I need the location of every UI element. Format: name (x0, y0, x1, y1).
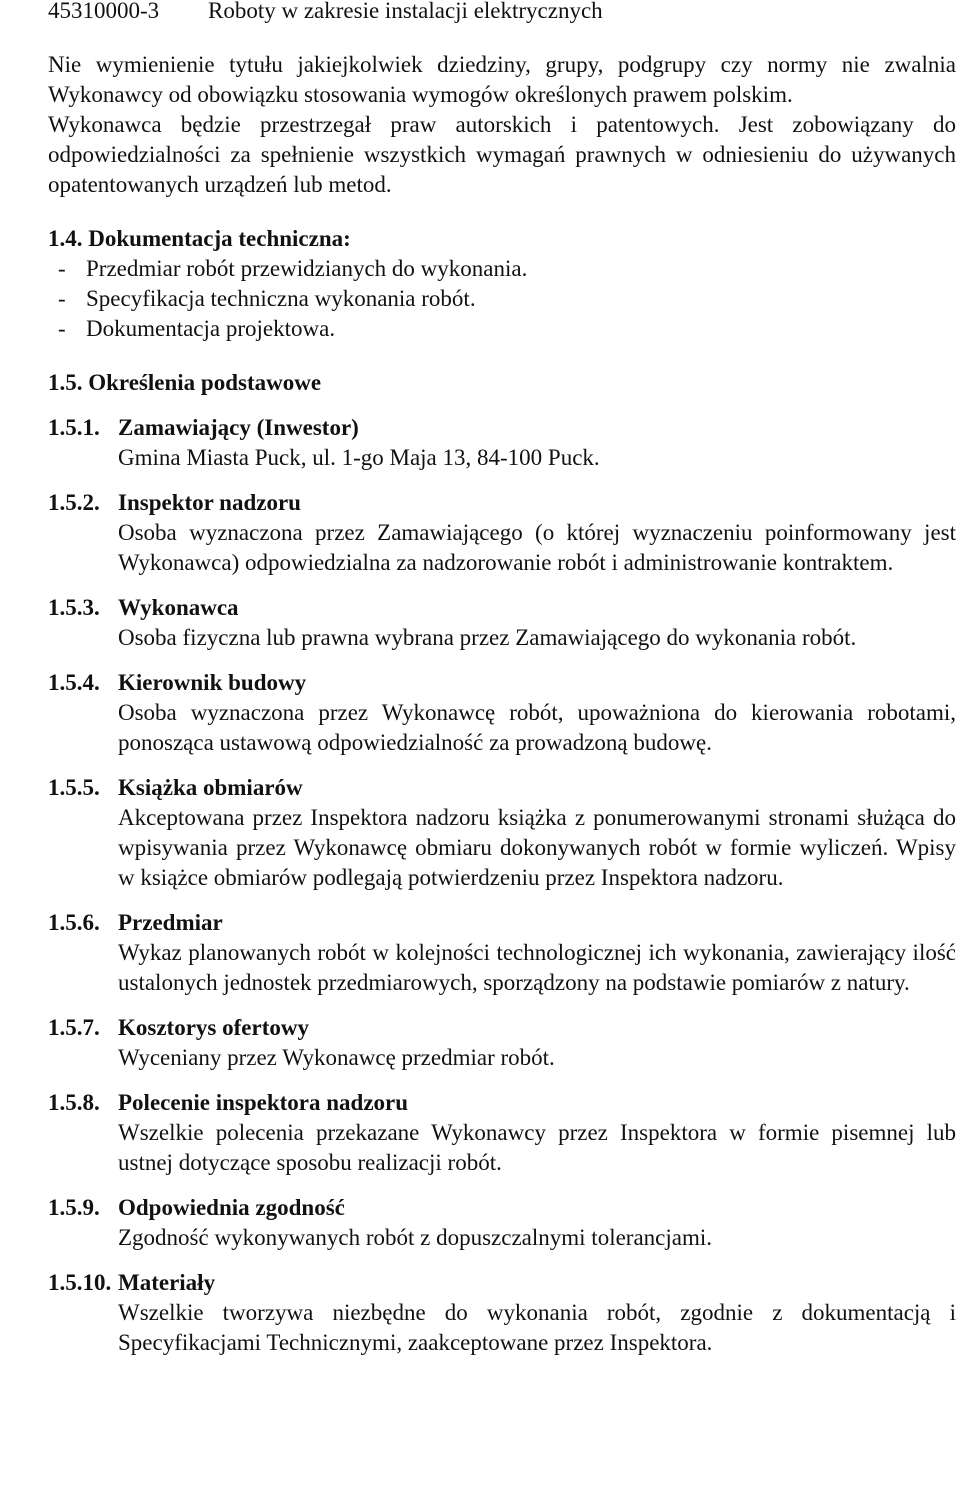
cpv-code: 45310000-3 (48, 0, 160, 23)
intro-paragraph-2: Wykonawca będzie przestrzegał praw autorskich i patentowych. Jest zobowiązany do odpowiedzialności za spełnienie wszystkich wymagań prawnych w odniesieniu do używanych opatentowanych urządzeń lub metod. (48, 112, 956, 197)
definition-1-5-8 (48, 1088, 956, 1178)
definition-text: Zgodność wykonywanych robót z dopuszczalnymi tolerancjami. (118, 1225, 713, 1250)
definition-title: Książka obmiarów (118, 775, 303, 800)
definition-title: Odpowiednia zgodność (118, 1195, 345, 1220)
definition-1-5-7 (48, 1013, 956, 1073)
definition-number: 1.5.6. (48, 910, 100, 935)
definition-number: 1.5.4. (48, 670, 100, 695)
definition-number: 1.5.9. (48, 1195, 100, 1220)
document-page (48, 0, 956, 1358)
definition-text: Wykaz planowanych robót w kolejności technologicznej ich wykonania, zawierający ilość ustalonych jednostek przedmiarowych, sporządzony na podstawie pomiarów z natury. (118, 940, 956, 995)
definition-1-5-6 (48, 908, 956, 998)
definition-text: Osoba wyznaczona przez Wykonawcę robót, upoważniona do kierowania robotami, ponosząca ustawową odpowiedzialność za prowadzoną budowę. (118, 700, 956, 755)
definition-text: Osoba wyznaczona przez Zamawiającego (o której wyznaczeniu poinformowany jest Wykonawca) odpowiedzialna za nadzorowanie robót i administrowanie kontraktem. (118, 520, 956, 575)
definition-text: Gmina Miasta Puck, ul. 1-go Maja 13, 84-100 Puck. (118, 445, 600, 470)
definition-title: Przedmiar (118, 910, 223, 935)
definition-text: Wszelkie tworzywa niezbędne do wykonania robót, zgodnie z dokumentacją i Specyfikacjami Technicznymi, zaakceptowane przez Inspektora. (118, 1300, 956, 1355)
definition-1-5-3 (48, 593, 956, 653)
definition-text: Akceptowana przez Inspektora nadzoru książka z ponumerowanymi stronami służąca do wpisywania przez Wykonawcę obmiaru dokonywanych robót w formie wyliczeń. Wpisy w książce obmiarów podlegają potwierdzeniu przez Inspektora nadzoru. (118, 805, 956, 890)
definition-title: Materiały (118, 1270, 216, 1295)
definition-title: Zamawiający (Inwestor) (118, 415, 359, 440)
list-item: - Dokumentacja projektowa. (58, 316, 336, 341)
definition-text: Wszelkie polecenia przekazane Wykonawcy przez Inspektora w formie pisemnej lub ustnej dotyczące sposobu realizacji robót. (118, 1120, 956, 1175)
definition-title: Inspektor nadzoru (118, 490, 301, 515)
technical-docs-list (48, 254, 956, 344)
list-item: - Przedmiar robót przewidzianych do wykonania. (58, 256, 528, 281)
intro-paragraph-1: Nie wymienienie tytułu jakiejkolwiek dziedziny, grupy, podgrupy czy normy nie zwalnia Wykonawcy od obowiązku stosowania wymogów określonych prawem polskim. (48, 52, 956, 107)
definition-text: Wyceniany przez Wykonawcę przedmiar robót. (118, 1045, 555, 1070)
definition-text: Osoba fizyczna lub prawna wybrana przez Zamawiającego do wykonania robót. (118, 625, 857, 650)
section-1-4-heading: 1.4. Dokumentacja techniczna: (48, 226, 351, 251)
section-1-5-heading: 1.5. Określenia podstawowe (48, 370, 322, 395)
list-item: - Specyfikacja techniczna wykonania robót. (58, 286, 476, 311)
definition-title: Kierownik budowy (118, 670, 307, 695)
definition-number: 1.5.8. (48, 1090, 100, 1115)
definition-number: 1.5.1. (48, 415, 100, 440)
definition-title: Wykonawca (118, 595, 239, 620)
definition-1-5-9 (48, 1193, 956, 1253)
definition-number: 1.5.5. (48, 775, 100, 800)
document-header (48, 0, 956, 26)
definition-1-5-2 (48, 488, 956, 578)
document-title: Roboty w zakresie instalacji elektrycznych (208, 0, 603, 23)
definition-number: 1.5.7. (48, 1015, 100, 1040)
definition-title: Kosztorys ofertowy (118, 1015, 309, 1040)
definition-1-5-10 (48, 1268, 956, 1358)
definition-1-5-1 (48, 413, 956, 473)
definition-1-5-4 (48, 668, 956, 758)
definition-title: Polecenie inspektora nadzoru (118, 1090, 409, 1115)
definition-1-5-5 (48, 773, 956, 893)
definition-number: 1.5.3. (48, 595, 100, 620)
definition-number: 1.5.2. (48, 490, 100, 515)
definition-number: 1.5.10. (48, 1270, 112, 1295)
